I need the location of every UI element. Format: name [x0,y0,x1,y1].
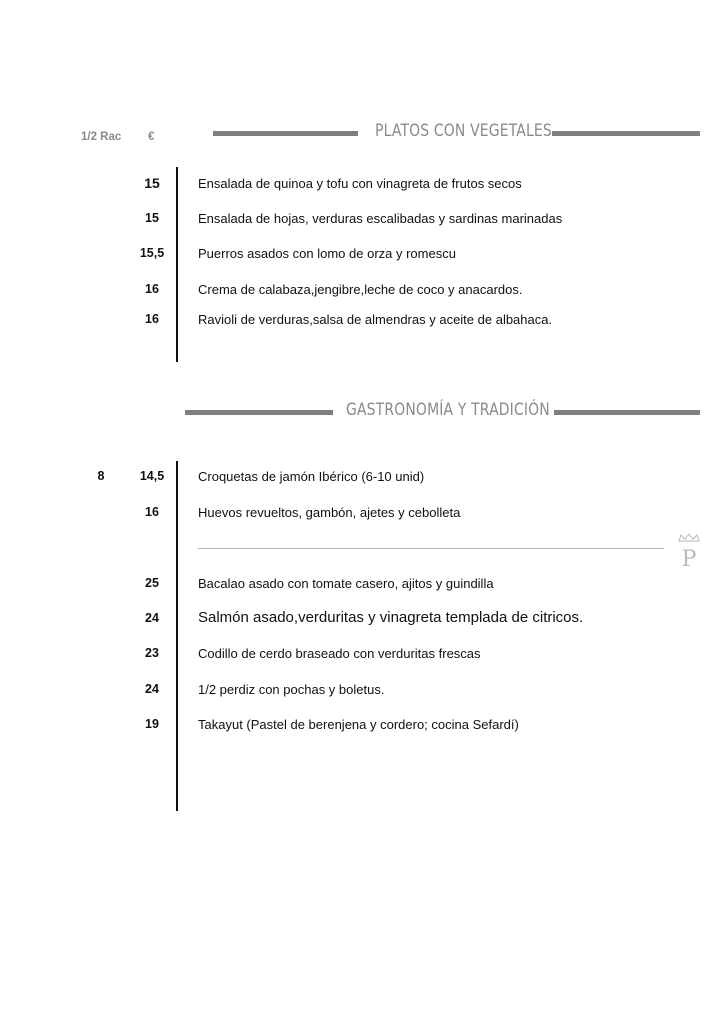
section-1-left-bar [213,131,358,136]
item-name: Takayut (Pastel de berenjena y cordero; cocina Sefardí) [198,717,519,732]
section-2-left-bar [185,410,333,415]
logo-letter: P [681,547,697,572]
item-name: Ensalada de hojas, verduras escalibadas y sardinas marinadas [198,211,563,226]
item-name: Ensalada de quinoa y tofu con vinagreta de frutos secos [198,176,522,191]
item-name: Huevos revueltos, gambón, ajetes y cebolleta [198,505,461,520]
item-price: 15 [144,175,160,191]
item-price: 24 [145,682,159,696]
item-price: 16 [145,312,159,326]
price-column-label: € [148,131,155,143]
item-name: Crema de calabaza,jengibre,leche de coco y anacardos. [198,282,523,297]
item-price: 19 [145,717,159,731]
item-price: 23 [145,646,159,660]
item-name: Croquetas de jamón Ibérico (6-10 unid) [198,469,425,484]
item-price: 25 [145,576,159,590]
item-half-price: 8 [97,469,105,483]
item-price: 14,5 [139,469,165,483]
item-name: Salmón asado,verduritas y vinagreta templada de citricos. [198,609,584,626]
item-price: 16 [145,505,159,519]
half-ration-column-label: 1/2 Rac [81,131,122,143]
item-price: 15,5 [139,246,165,260]
item-price: 15 [145,211,159,225]
item-price: 16 [145,282,159,296]
group-divider [198,548,664,549]
section-2-right-bar [554,410,700,415]
item-price: 24 [145,611,159,625]
item-name: Bacalao asado con tomate casero, ajitos y guindilla [198,576,494,591]
item-name: Ravioli de verduras,salsa de almendras y aceite de albahaca. [198,312,553,327]
section-1-divider [176,167,178,362]
crown-icon [677,533,701,543]
item-name: 1/2 perdiz con pochas y boletus. [198,682,385,697]
section-1-right-bar [552,131,700,136]
section-1-title: PLATOS CON VEGETALES [375,121,552,141]
restaurant-logo [677,530,701,572]
item-name: Puerros asados con lomo de orza y romescu [198,246,456,261]
item-name: Codillo de cerdo braseado con verduritas frescas [198,646,481,661]
section-2-title: GASTRONOMÍA Y TRADICIÓN [346,400,550,420]
